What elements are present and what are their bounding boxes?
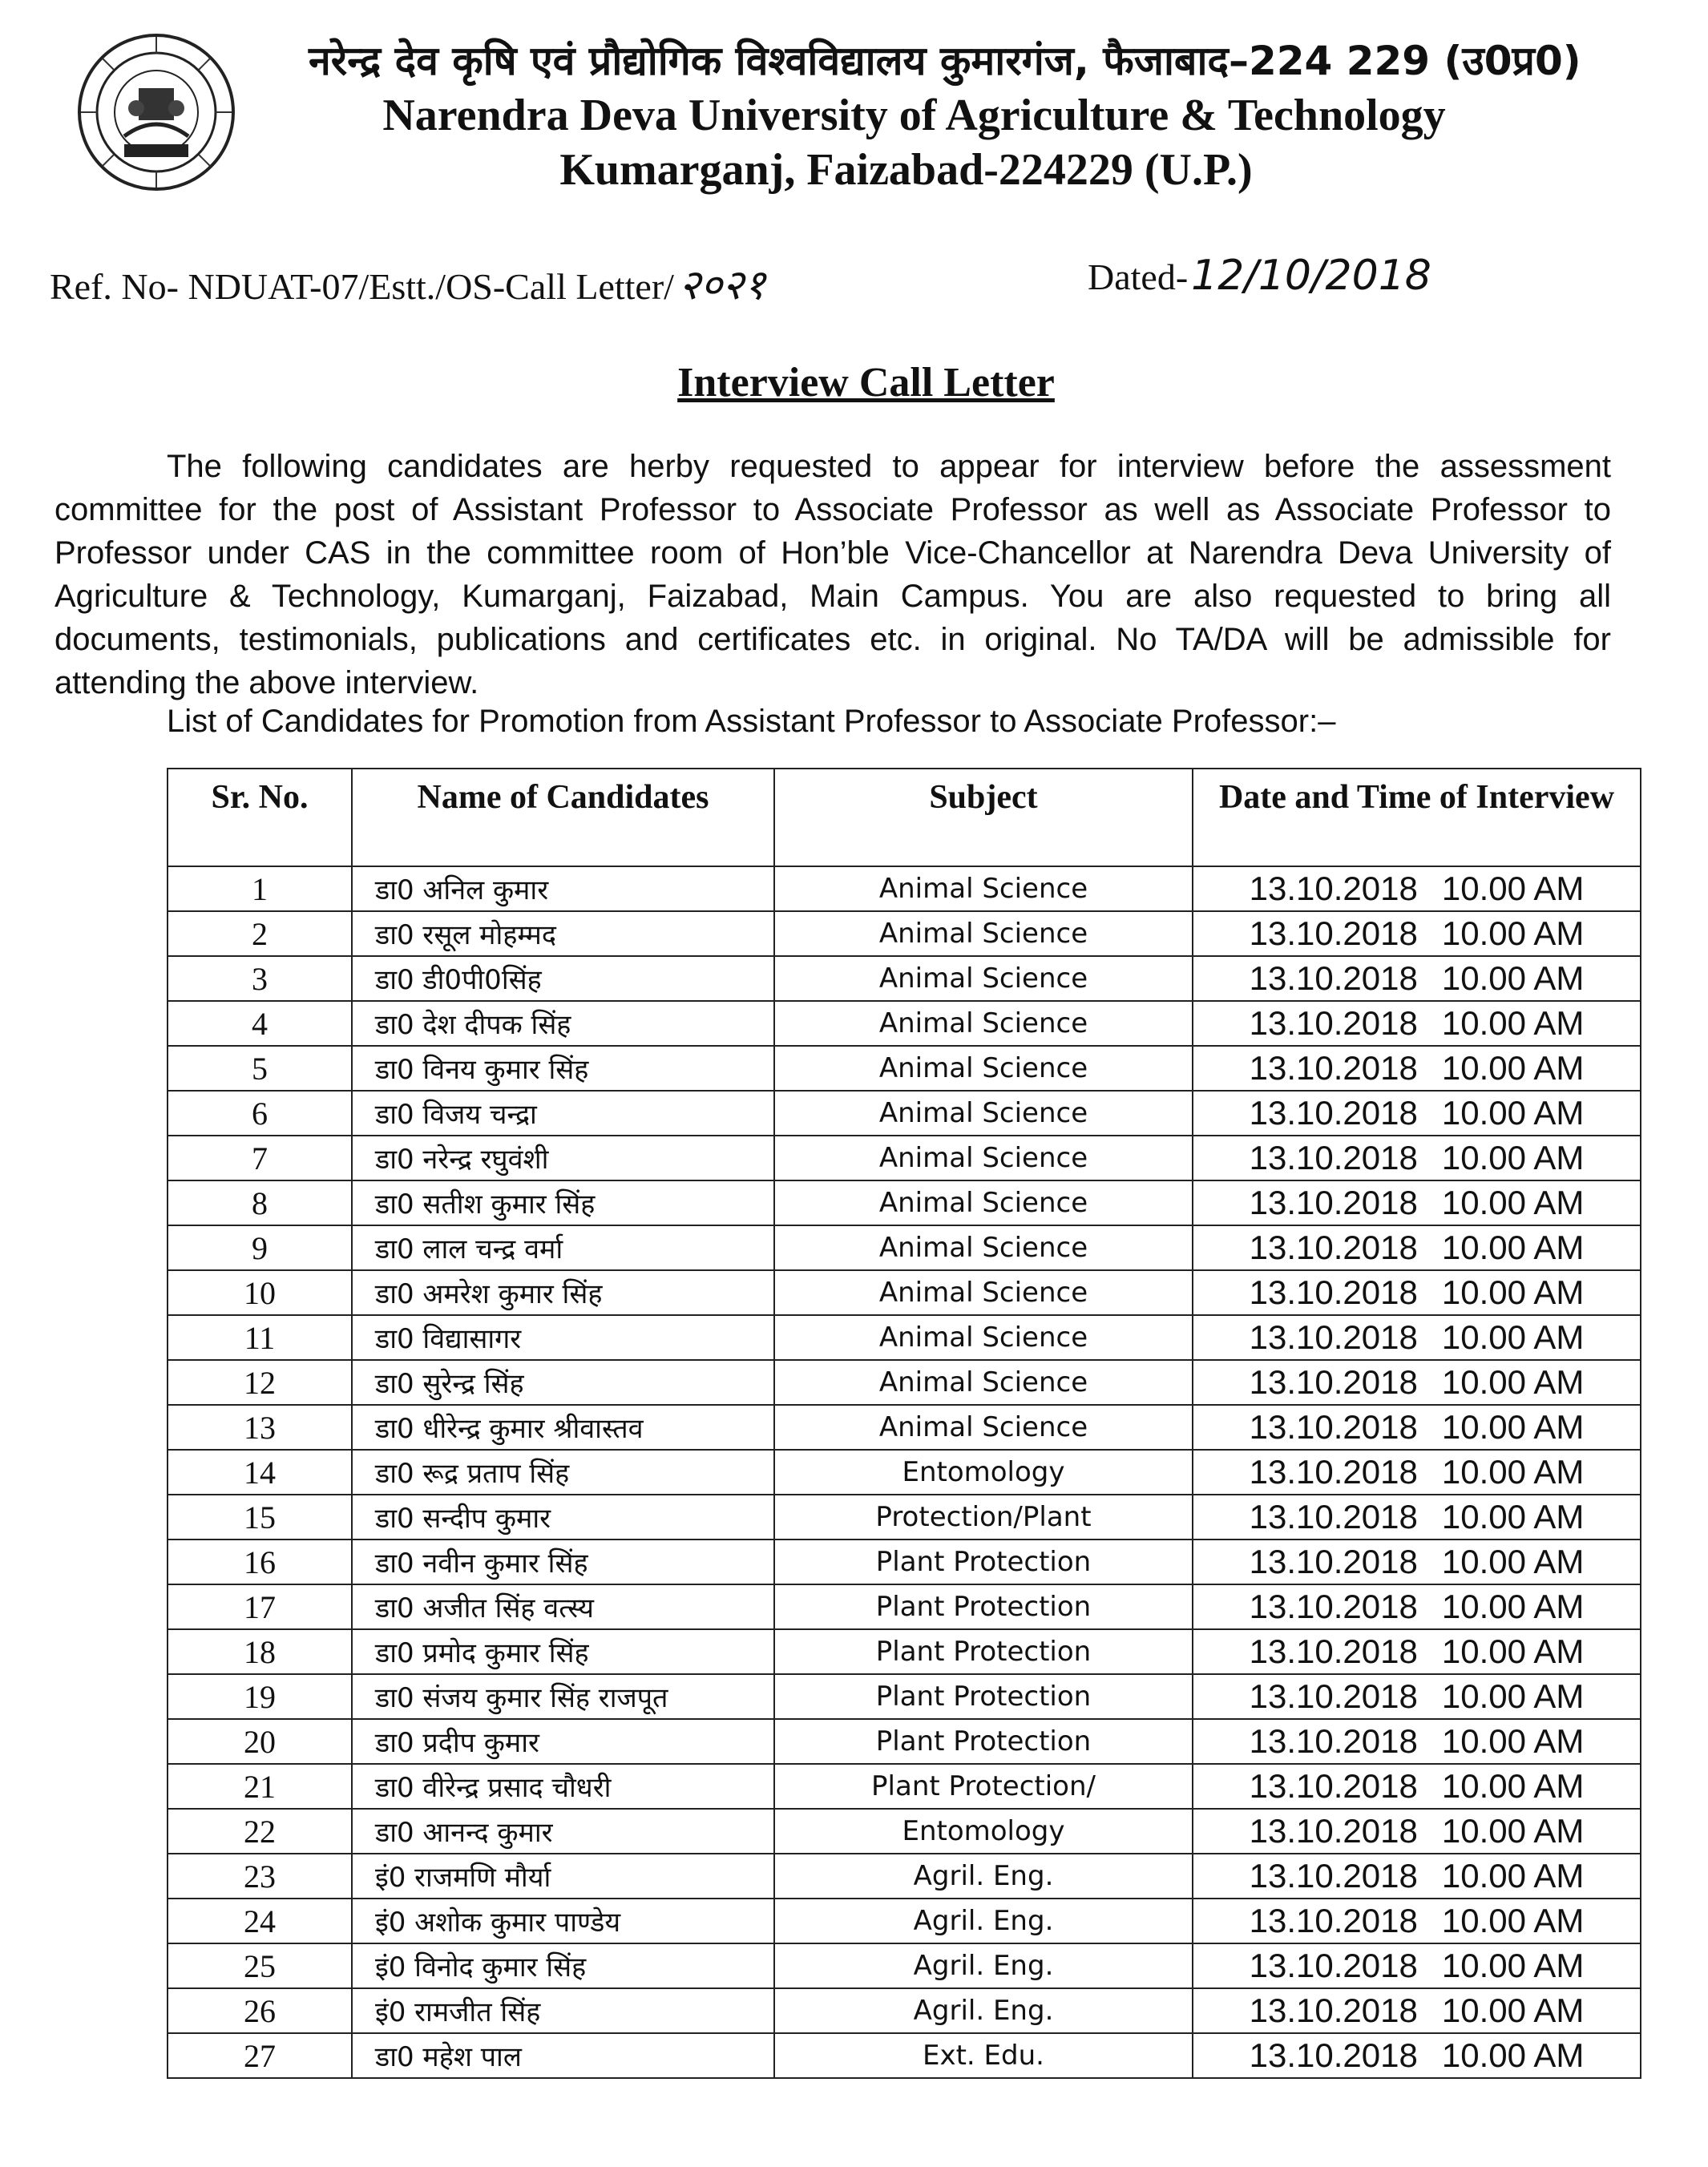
interview-datetime-cell <box>1193 1854 1641 1899</box>
table-row <box>168 1405 1641 1450</box>
interview-datetime-cell <box>1193 1091 1641 1136</box>
interview-date: 13.10.2018 <box>1249 1632 1418 1670</box>
subject-cell: Agril. Eng. <box>774 1854 1193 1899</box>
sr-no-cell: 13 <box>168 1405 352 1450</box>
table-row <box>168 1001 1641 1046</box>
candidate-name-cell: इं0 रामजीत सिंह <box>352 1988 774 2033</box>
candidate-name-cell: डा0 विनय कुमार सिंह <box>352 1046 774 1091</box>
interview-time: 10.00 AM <box>1441 1812 1585 1850</box>
sr-no-cell: 2 <box>168 911 352 956</box>
sr-no-cell: 9 <box>168 1225 352 1270</box>
interview-datetime-cell <box>1193 1046 1641 1091</box>
candidate-name-cell: डा0 संजय कुमार सिंह राजपूत <box>352 1674 774 1719</box>
subject-cell: Agril. Eng. <box>774 1988 1193 2033</box>
interview-time: 10.00 AM <box>1441 1273 1585 1311</box>
sr-no-cell: 15 <box>168 1495 352 1539</box>
table-row <box>168 1719 1641 1764</box>
interview-datetime-cell <box>1193 1315 1641 1360</box>
interview-datetime-cell <box>1193 1674 1641 1719</box>
subject-cell: Animal Science <box>774 911 1193 956</box>
table-row <box>168 1899 1641 1943</box>
subject-cell: Plant Protection <box>774 1629 1193 1674</box>
candidate-name-cell: डा0 अमरेश कुमार सिंह <box>352 1270 774 1315</box>
interview-date: 13.10.2018 <box>1249 1318 1418 1356</box>
interview-date: 13.10.2018 <box>1249 1767 1418 1805</box>
interview-time: 10.00 AM <box>1441 1588 1585 1625</box>
candidate-name-cell: डा0 अनिल कुमार <box>352 866 774 911</box>
sr-no-cell: 21 <box>168 1764 352 1809</box>
subject-cell: Animal Science <box>774 1315 1193 1360</box>
candidate-name-cell: डा0 सुरेन्द्र सिंह <box>352 1360 774 1405</box>
subject-cell: Animal Science <box>774 1360 1193 1405</box>
page-title: Interview Call Letter <box>677 360 1055 406</box>
table-row <box>168 2033 1641 2078</box>
sr-no-cell: 7 <box>168 1136 352 1180</box>
interview-date: 13.10.2018 <box>1249 1139 1418 1176</box>
subject-cell: Plant Protection <box>774 1584 1193 1629</box>
candidate-name-cell: डा0 वीरेन्द्र प्रसाद चौधरी <box>352 1764 774 1809</box>
subject-cell: Agril. Eng. <box>774 1943 1193 1988</box>
subject-cell: Animal Science <box>774 866 1193 911</box>
sr-no-cell: 18 <box>168 1629 352 1674</box>
table-row <box>168 1270 1641 1315</box>
table-row <box>168 1091 1641 1136</box>
candidate-name-cell: डा0 रसूल मोहम्मद <box>352 911 774 956</box>
candidate-name-cell: डा0 धीरेन्द्र कुमार श्रीवास्तव <box>352 1405 774 1450</box>
interview-datetime-cell <box>1193 1450 1641 1495</box>
interview-date: 13.10.2018 <box>1249 1812 1418 1850</box>
interview-time: 10.00 AM <box>1441 1363 1585 1401</box>
interview-date: 13.10.2018 <box>1249 1543 1418 1580</box>
table-row <box>168 1495 1641 1539</box>
sr-no-cell: 20 <box>168 1719 352 1764</box>
interview-date: 13.10.2018 <box>1249 1408 1418 1446</box>
interview-datetime-cell <box>1193 1809 1641 1854</box>
subject-cell: Animal Science <box>774 1180 1193 1225</box>
sr-no-cell: 1 <box>168 866 352 911</box>
table-row <box>168 1315 1641 1360</box>
table-row <box>168 1584 1641 1629</box>
interview-date: 13.10.2018 <box>1249 870 1418 907</box>
candidate-name-cell: इं0 राजमणि मौर्या <box>352 1854 774 1899</box>
interview-time: 10.00 AM <box>1441 1947 1585 1984</box>
table-row <box>168 1046 1641 1091</box>
interview-time: 10.00 AM <box>1441 1498 1585 1535</box>
subject-cell: Entomology <box>774 1809 1193 1854</box>
sr-no-cell: 4 <box>168 1001 352 1046</box>
candidate-name-cell: डा0 रूद्र प्रताप सिंह <box>352 1450 774 1495</box>
interview-datetime-cell <box>1193 1629 1641 1674</box>
subject-cell: Protection/Plant <box>774 1495 1193 1539</box>
table-body <box>168 866 1641 2078</box>
table-row <box>168 1764 1641 1809</box>
list-intro: List of Candidates for Promotion from Assistant Professor to Associate Professor:– <box>167 704 1336 739</box>
subject-cell: Plant Protection <box>774 1719 1193 1764</box>
subject-cell: Plant Protection <box>774 1539 1193 1584</box>
candidate-name-cell: डा0 सन्दीप कुमार <box>352 1495 774 1539</box>
interview-date: 13.10.2018 <box>1249 1498 1418 1535</box>
candidate-name-cell: डा0 महेश पाल <box>352 2033 774 2078</box>
sr-no-cell: 6 <box>168 1091 352 1136</box>
sr-no-cell: 22 <box>168 1809 352 1854</box>
interview-time: 10.00 AM <box>1441 914 1585 952</box>
interview-time: 10.00 AM <box>1441 1857 1585 1895</box>
dated-label: Dated- <box>1088 256 1189 297</box>
interview-time: 10.00 AM <box>1441 1049 1585 1087</box>
sr-no-cell: 5 <box>168 1046 352 1091</box>
subject-cell: Agril. Eng. <box>774 1899 1193 1943</box>
sr-no-cell: 17 <box>168 1584 352 1629</box>
interview-date: 13.10.2018 <box>1249 1094 1418 1132</box>
table-row <box>168 1539 1641 1584</box>
interview-datetime-cell <box>1193 1136 1641 1180</box>
interview-datetime-cell <box>1193 1180 1641 1225</box>
interview-time: 10.00 AM <box>1441 1094 1585 1132</box>
interview-datetime-cell <box>1193 1584 1641 1629</box>
interview-datetime-cell <box>1193 1943 1641 1988</box>
sr-no-cell: 19 <box>168 1674 352 1719</box>
subject-cell: Plant Protection <box>774 1674 1193 1719</box>
interview-date: 13.10.2018 <box>1249 1363 1418 1401</box>
sr-no-cell: 27 <box>168 2033 352 2078</box>
candidates-table <box>167 768 1641 2079</box>
candidate-name-cell: डा0 सतीश कुमार सिंह <box>352 1180 774 1225</box>
table-row <box>168 1809 1641 1854</box>
subject-cell: Animal Science <box>774 1091 1193 1136</box>
sr-no-cell: 12 <box>168 1360 352 1405</box>
reference-label: Ref. No- <box>50 266 179 307</box>
subject-cell: Animal Science <box>774 1136 1193 1180</box>
interview-time: 10.00 AM <box>1441 1184 1585 1221</box>
interview-time: 10.00 AM <box>1441 1229 1585 1266</box>
reference-code: NDUAT-07/Estt./OS-Call Letter/ <box>188 266 674 307</box>
table-row <box>168 1988 1641 2033</box>
table-row <box>168 956 1641 1001</box>
sr-no-cell: 8 <box>168 1180 352 1225</box>
interview-datetime-cell <box>1193 1899 1641 1943</box>
interview-date: 13.10.2018 <box>1249 959 1418 997</box>
interview-time: 10.00 AM <box>1441 1004 1585 1042</box>
interview-datetime-cell <box>1193 1988 1641 2033</box>
table-row <box>168 1943 1641 1988</box>
candidate-name-cell: डा0 लाल चन्द्र वर्मा <box>352 1225 774 1270</box>
handwritten-date: 12/10/2018 <box>1191 252 1431 300</box>
interview-datetime-cell <box>1193 1539 1641 1584</box>
interview-date: 13.10.2018 <box>1249 1947 1418 1984</box>
header-date-time: Date and Time of Interview <box>1193 769 1641 866</box>
university-address: Kumarganj, Faizabad-224229 (U.P.) <box>559 145 1253 195</box>
candidate-name-cell: डा0 विद्यासागर <box>352 1315 774 1360</box>
subject-cell: Entomology <box>774 1450 1193 1495</box>
candidate-name-cell: डा0 अजीत सिंह वत्स्य <box>352 1584 774 1629</box>
sr-no-cell: 14 <box>168 1450 352 1495</box>
interview-time: 10.00 AM <box>1441 870 1585 907</box>
sr-no-cell: 3 <box>168 956 352 1001</box>
interview-date: 13.10.2018 <box>1249 1991 1418 2029</box>
sr-no-cell: 10 <box>168 1270 352 1315</box>
interview-time: 10.00 AM <box>1441 1453 1585 1491</box>
interview-date: 13.10.2018 <box>1249 1588 1418 1625</box>
subject-cell: Plant Protection/ <box>774 1764 1193 1809</box>
subject-cell: Animal Science <box>774 1225 1193 1270</box>
subject-cell: Ext. Edu. <box>774 2033 1193 2078</box>
candidate-name-cell: डा0 विजय चन्द्रा <box>352 1091 774 1136</box>
interview-time: 10.00 AM <box>1441 1318 1585 1356</box>
sr-no-cell: 25 <box>168 1943 352 1988</box>
interview-date: 13.10.2018 <box>1249 1902 1418 1939</box>
interview-date: 13.10.2018 <box>1249 1857 1418 1895</box>
sr-no-cell: 26 <box>168 1988 352 2033</box>
interview-datetime-cell <box>1193 911 1641 956</box>
candidate-name-cell: इं0 विनोद कुमार सिंह <box>352 1943 774 1988</box>
subject-cell: Animal Science <box>774 1405 1193 1450</box>
sr-no-cell: 23 <box>168 1854 352 1899</box>
table-row <box>168 1629 1641 1674</box>
candidate-name-cell: डा0 नरेन्द्र रघुवंशी <box>352 1136 774 1180</box>
table-row <box>168 1225 1641 1270</box>
interview-date: 13.10.2018 <box>1249 1273 1418 1311</box>
sr-no-cell: 24 <box>168 1899 352 1943</box>
interview-date: 13.10.2018 <box>1249 1453 1418 1491</box>
table-row <box>168 911 1641 956</box>
interview-time: 10.00 AM <box>1441 1902 1585 1939</box>
sr-no-cell: 16 <box>168 1539 352 1584</box>
interview-datetime-cell <box>1193 1495 1641 1539</box>
interview-time: 10.00 AM <box>1441 1408 1585 1446</box>
sr-no-cell: 11 <box>168 1315 352 1360</box>
interview-time: 10.00 AM <box>1441 1722 1585 1760</box>
interview-time: 10.00 AM <box>1441 2036 1585 2074</box>
interview-date: 13.10.2018 <box>1249 1722 1418 1760</box>
interview-datetime-cell <box>1193 1405 1641 1450</box>
table-row <box>168 1854 1641 1899</box>
table-header-row <box>168 769 1641 866</box>
interview-datetime-cell <box>1193 1225 1641 1270</box>
university-name: Narendra Deva University of Agriculture & Technology <box>382 91 1446 140</box>
candidate-name-cell: इं0 अशोक कुमार पाण्डेय <box>352 1899 774 1943</box>
header-name: Name of Candidates <box>352 769 774 866</box>
interview-date: 13.10.2018 <box>1249 1049 1418 1087</box>
interview-date: 13.10.2018 <box>1249 2036 1418 2074</box>
interview-datetime-cell <box>1193 1719 1641 1764</box>
subject-cell: Animal Science <box>774 1270 1193 1315</box>
interview-time: 10.00 AM <box>1441 959 1585 997</box>
interview-datetime-cell <box>1193 866 1641 911</box>
interview-datetime-cell <box>1193 1270 1641 1315</box>
header-sr-no: Sr. No. <box>168 769 352 866</box>
interview-date: 13.10.2018 <box>1249 914 1418 952</box>
interview-time: 10.00 AM <box>1441 1677 1585 1715</box>
table-row <box>168 866 1641 911</box>
interview-datetime-cell <box>1193 1001 1641 1046</box>
table-row <box>168 1450 1641 1495</box>
table-row <box>168 1180 1641 1225</box>
body-paragraph: The following candidates are herby requested to appear for interview before the assessment committee for the post of Assistant Professor to Associate Professor as well as Associate Professor to Professor under CAS in the committee room of Hon’ble Vice-Chancellor at Narendra Deva University of Agriculture & Technology, Kumarganj, Faizabad, Main Campus. You are also requested to bring all documents, testimonials, publications and certificates etc. in original. No TA/DA will be admissible for attending the above interview. <box>55 449 1611 700</box>
table-row <box>168 1360 1641 1405</box>
reference-number <box>50 255 765 312</box>
interview-date: 13.10.2018 <box>1249 1677 1418 1715</box>
table-row <box>168 1136 1641 1180</box>
interview-time: 10.00 AM <box>1441 1543 1585 1580</box>
header-subject: Subject <box>774 769 1193 866</box>
interview-datetime-cell <box>1193 956 1641 1001</box>
interview-date: 13.10.2018 <box>1249 1184 1418 1221</box>
letter-date <box>1088 252 1431 300</box>
subject-cell: Animal Science <box>774 1001 1193 1046</box>
table-row <box>168 1674 1641 1719</box>
candidate-name-cell: डा0 आनन्द कुमार <box>352 1809 774 1854</box>
candidate-name-cell: डा0 देश दीपक सिंह <box>352 1001 774 1046</box>
university-name-hindi: नरेन्द्र देव कृषि एवं प्रौद्योगिक विश्वविद्यालय कुमारगंज, फैजाबाद–224 229 (उ0प्र0) <box>309 38 1581 84</box>
candidate-name-cell: डा0 प्रमोद कुमार सिंह <box>352 1629 774 1674</box>
handwritten-reference-number: २०२१ <box>678 261 766 309</box>
subject-cell: Animal Science <box>774 1046 1193 1091</box>
interview-datetime-cell <box>1193 2033 1641 2078</box>
candidate-name-cell: डा0 नवीन कुमार सिंह <box>352 1539 774 1584</box>
subject-cell: Animal Science <box>774 956 1193 1001</box>
candidate-name-cell: डा0 डी0पी0सिंह <box>352 956 774 1001</box>
interview-time: 10.00 AM <box>1441 1632 1585 1670</box>
interview-time: 10.00 AM <box>1441 1139 1585 1176</box>
interview-date: 13.10.2018 <box>1249 1229 1418 1266</box>
interview-time: 10.00 AM <box>1441 1991 1585 2029</box>
interview-datetime-cell <box>1193 1764 1641 1809</box>
interview-date: 13.10.2018 <box>1249 1004 1418 1042</box>
interview-time: 10.00 AM <box>1441 1767 1585 1805</box>
candidate-name-cell: डा0 प्रदीप कुमार <box>352 1719 774 1764</box>
interview-datetime-cell <box>1193 1360 1641 1405</box>
